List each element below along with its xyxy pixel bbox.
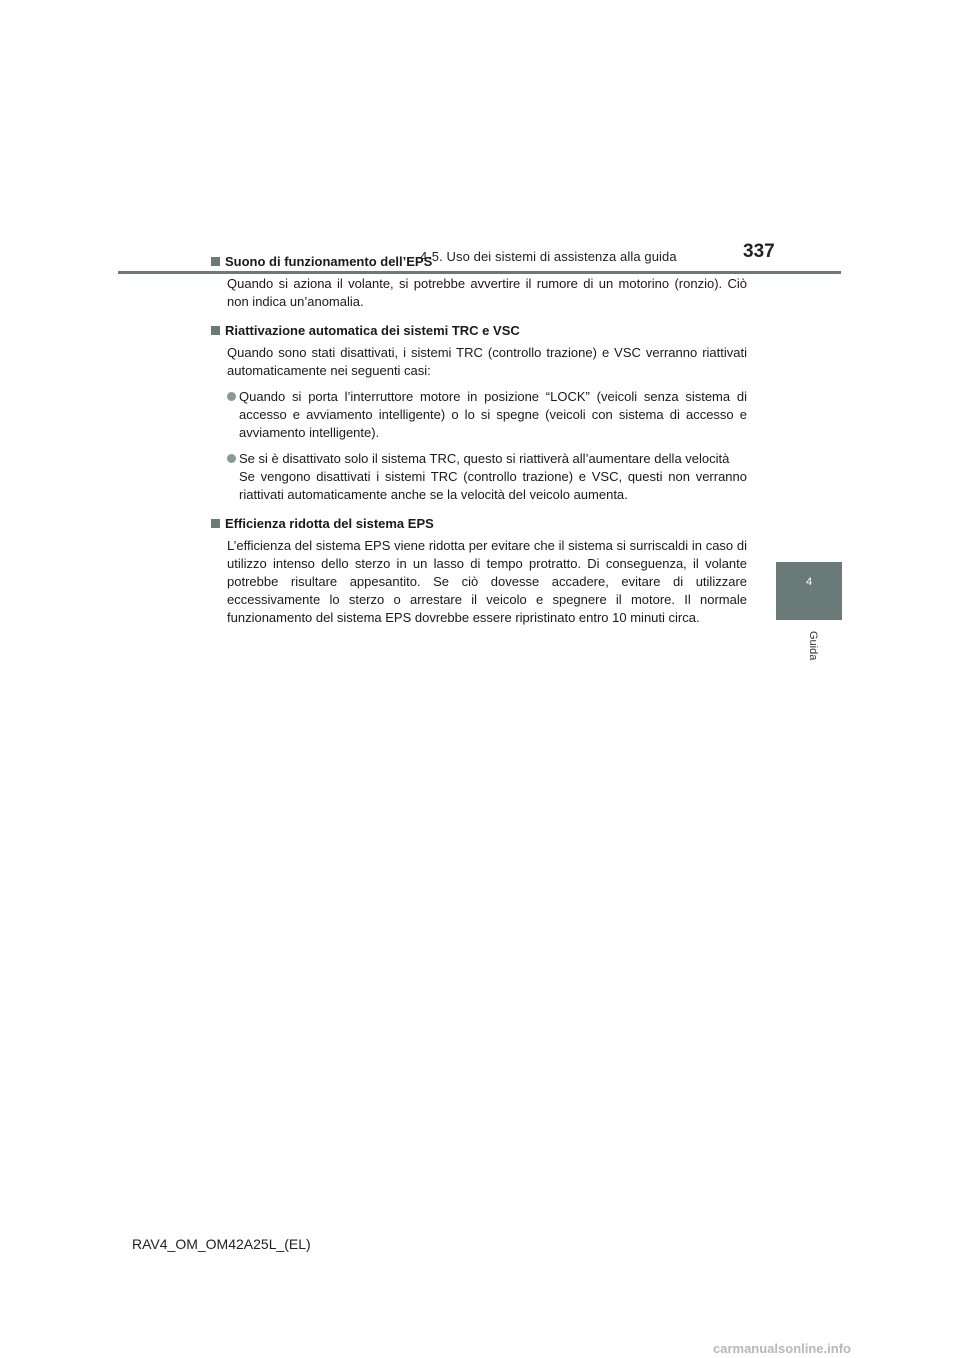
- section-text: Quando si aziona il volante, si potrebbe avvertire il rumore di un motorino (ronzio). Ciò non indica un’anomalia.: [227, 276, 747, 309]
- section-heading: [211, 253, 747, 271]
- page-number: 337: [743, 241, 775, 262]
- section-text: L’efficienza del sistema EPS viene ridotta per evitare che il sistema si surriscaldi in caso di utilizzo intenso dello sterzo in un lasso di tempo protratto. Di conseguenza, il volante potrebbe risultare appesantito. Se ciò dovesse accadere, evitare di utilizzare eccessivamente lo sterzo o arrestare il veicolo e spegnere il motore. Il normale funzionamento del sistema EPS dovrebbe essere ripristinato entro 10 minuti circa.: [227, 538, 747, 625]
- list-item: [227, 450, 747, 504]
- square-bullet-icon: [211, 519, 220, 528]
- main-content: [211, 253, 747, 627]
- document-code: RAV4_OM_OM42A25L_(EL): [132, 1236, 311, 1252]
- chapter-label: Guida: [807, 631, 819, 661]
- square-bullet-icon: [211, 326, 220, 335]
- chapter-tab: [776, 562, 842, 620]
- section-heading: [211, 515, 747, 533]
- section-trc-vsc-reactivation: [211, 322, 747, 504]
- section-eps-efficiency: [211, 515, 747, 627]
- section-eps-noise: [211, 253, 747, 311]
- list-item-text: Se vengono disattivati i sistemi TRC (controllo trazione) e VSC, questi non verranno riattivati automaticamente anche se la velocità del veicolo aumenta.: [239, 469, 747, 502]
- section-heading-text: Riattivazione automatica dei sistemi TRC e VSC: [225, 323, 520, 338]
- list-item-text: Se si è disattivato solo il sistema TRC, questo si riattiverà all’aumentare della velocità: [239, 451, 730, 466]
- section-heading-text: Suono di funzionamento dell’EPS: [225, 254, 433, 269]
- section-text: Quando sono stati disattivati, i sistemi TRC (controllo trazione) e VSC verranno riattivati automaticamente nei seguenti casi:: [227, 345, 747, 378]
- list-item: [227, 388, 747, 442]
- circle-bullet-icon: [227, 454, 236, 463]
- square-bullet-icon: [211, 257, 220, 266]
- section-heading-text: Efficienza ridotta del sistema EPS: [225, 516, 434, 531]
- list-item-text: Quando si porta l’interruttore motore in posizione “LOCK” (veicoli senza sistema di accesso e avviamento intelligente) o lo si spegne (veicoli con sistema di accesso e avviamento intelligente).: [239, 389, 747, 440]
- watermark: carmanualsonline.info: [713, 1341, 851, 1356]
- circle-bullet-icon: [227, 392, 236, 401]
- section-heading: [211, 322, 747, 340]
- chapter-number: 4: [805, 576, 813, 588]
- section-title: 4-5. Uso dei sistemi di assistenza alla guida: [420, 249, 677, 264]
